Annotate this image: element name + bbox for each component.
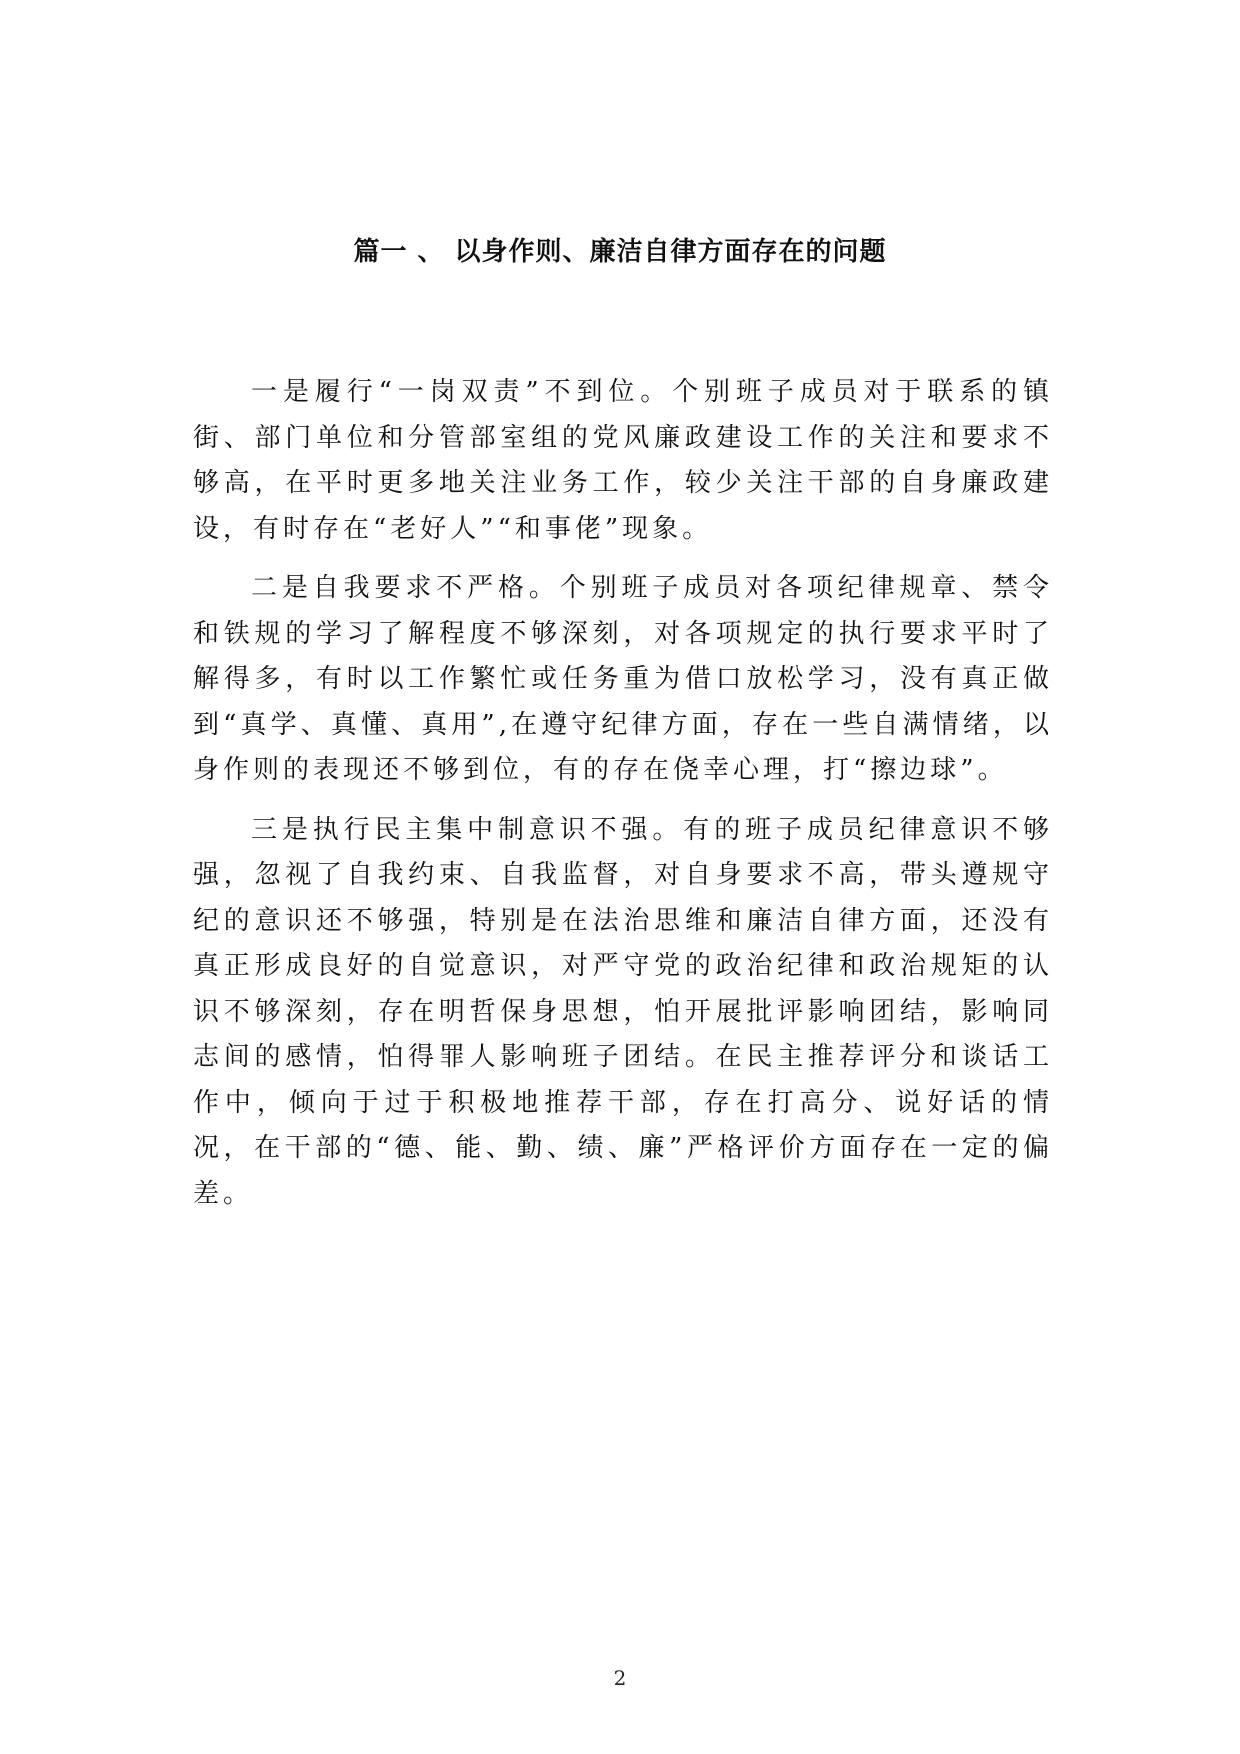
paragraph-3: 三是执行民主集中制意识不强。有的班子成员纪律意识不够强，忽视了自我约束、自我监督，对自身要求不高，带头遵规守纪的意识还不够强，特别是在法治思维和廉洁自律方面，还没有真正形成良好的自觉意识，对严守党的政治纪律和政治规矩的认识不够深刻，存在明哲保身思想，怕开展批评影响团结，影响同志间的感情，怕得罪人影响班子团结。在民主推荐评分和谈话工作中，倾向于过于积极地推荐干部，存在打高分、说好话的情况，在干部的“德、能、勤、绩、廉”严格评价方面存在一定的偏差。 [193,814,1053,1209]
page-number: 2 [613,1666,627,1690]
paragraph-1: 一是履行“一岗双责”不到位。个别班子成员对于联系的镇街、部门单位和分管部室组的党风廉政建设工作的关注和要求不够高，在平时更多地关注业务工作，较少关注干部的自身廉政建设，有时存在“老好人”“和事佬”现象。 [193,377,1053,544]
document-body [193,370,1053,1231]
document-title: 篇一 、 以身作则、廉洁自律方面存在的问题 [353,237,887,267]
paragraph-2: 二是自我要求不严格。个别班子成员对各项纪律规章、禁令和铁规的学习了解程度不够深刻，对各项规定的执行要求平时了解得多，有时以工作繁忙或任务重为借口放松学习，没有真正做到“真学、真懂、真用”,在遵守纪律方面，存在一些自满情绪，以身作则的表现还不够到位，有的存在侥幸心理，打“擦边球”。 [193,573,1053,785]
